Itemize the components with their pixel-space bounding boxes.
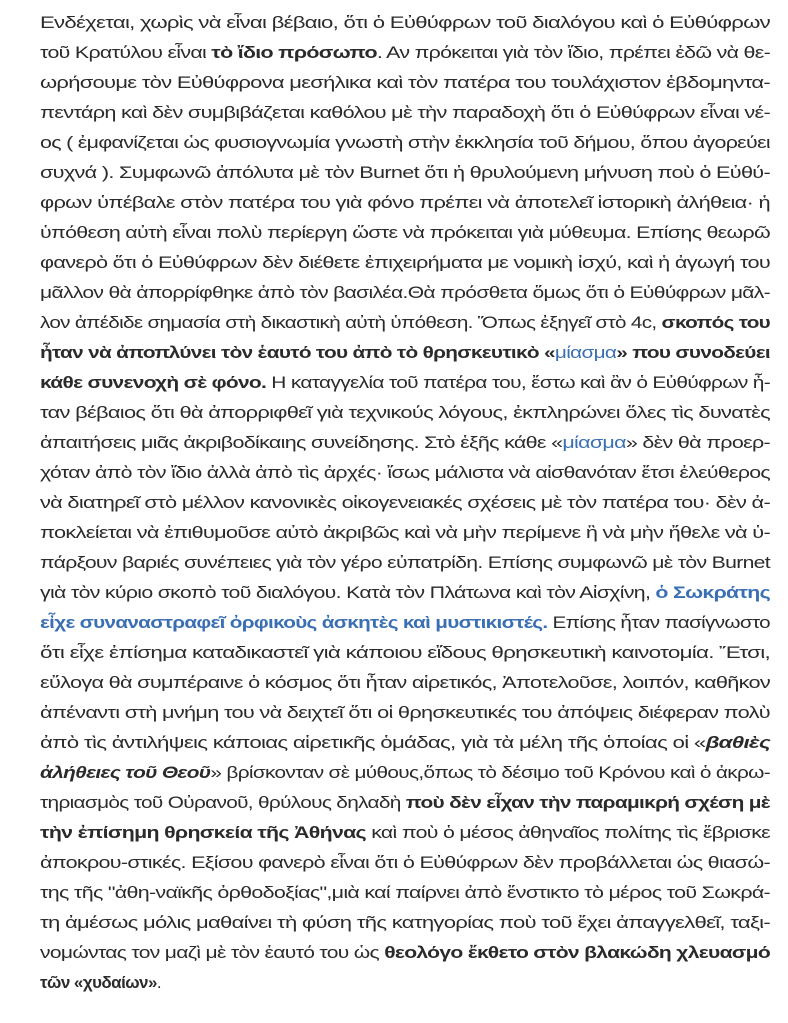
text-run: Ενδέχεται, χωρὶς νὰ εἶναι βέβαιο, ὅτι ὁ Εὐθύφρων τοῦ διαλόγου καὶ ὁ Εὐθύφρων (40, 13, 770, 32)
text-line (40, 428, 770, 458)
text-line (40, 38, 770, 68)
text-run: ἀποκρου-στικές. Εξίσου φανερὸ εἶναι ὅτι ὁ Εὐθύφρων δὲν προβάλλεται ὡς θιασώ- (40, 853, 770, 872)
text-run: ος ( ἐμφανίζεται ὡς φυσιογνωμία γνωστὴ στὴν ἐκκλησία τοῦ δήμου, ὅπου ἀγορεύει (40, 133, 770, 152)
text-run: » βρίσκονταν σὲ μύθους,ὅπως τὸ δέσιμο τοῦ Κρόνου καὶ ὁ ἀκρω- (210, 763, 770, 782)
text-run: καὶ ποὺ ὁ μέσος ἀθηναῖος πολίτης τὶς ἔβρισκε (365, 823, 770, 842)
bold-text: τῶν «χυδαίων» (40, 973, 157, 992)
text-run: λον ἀπέδιδε σημασία στὴ δικαστικὴ αὐτὴ ὑπόθεση. Ὅπως ἐξηγεῖ στὸ 4c, (40, 313, 662, 332)
text-line (40, 698, 770, 728)
text-line (40, 578, 770, 608)
text-run: ωρήσουμε τὸν Εὐθύφρονα μεσήλικα καὶ τὸν πατέρα του τουλάχιστον ἑβδομηντα- (40, 73, 770, 92)
text-line (40, 488, 770, 518)
text-line (40, 638, 770, 668)
text-run: Επίσης ἦταν πασίγνωστο (547, 613, 770, 632)
document-page (40, 8, 770, 998)
text-run: ὑπόθεση αὐτὴ εἶναι πολὺ περίεργη ὥστε νὰ πρόκειται γιὰ μύθευμα. Επίσης θεωρῶ (40, 223, 770, 242)
text-line (40, 338, 770, 368)
text-line (40, 278, 770, 308)
text-line (40, 368, 770, 398)
text-line (40, 758, 770, 788)
text-line (40, 968, 770, 998)
bold-text: τὸ ἴδιο πρόσωπο (211, 43, 377, 62)
text-line (40, 458, 770, 488)
text-line (40, 398, 770, 428)
text-run: τη ἀμέσως μόλις μαθαίνει τὴ φύση τῆς κατηγορίας ποὺ τοῦ ἔχει ἀπαγγελθεῖ, ταξι- (40, 913, 770, 932)
text-line (40, 128, 770, 158)
text-run: ἀπαιτήσεις μιᾶς ἀκριβοδίκαιης συνείδησης. Στὸ ἑξῆς κάθε « (40, 433, 563, 452)
text-line (40, 818, 770, 848)
bold-text: » που συνοδεύει (616, 343, 771, 362)
text-run: πεντάρη καὶ δὲν συμβιβάζεται καθόλου μὲ τὴν παραδοχὴ ὅτι ὁ Εὐθύφρων εἶναι νέ- (40, 103, 770, 122)
text-run: τοῦ Κρατύλου εἶναι (40, 43, 212, 62)
text-line (40, 548, 770, 578)
text-line (40, 908, 770, 938)
text-line (40, 68, 770, 98)
text-run: της τῆς "ἀθη-ναϊκῆς ὀρθοδοξίας",μιὰ καί παίρνει ἀπὸ ἔνστικτο τὸ μέρος τοῦ Σωκρά- (40, 883, 771, 902)
text-run: χόταν ἀπὸ τὸν ἴδιο ἀλλὰ ἀπὸ τὶς ἀρχές· ἴσως μάλιστα νὰ αἰσθανόταν ἔτσι ἐλεύθερος (40, 463, 770, 482)
text-run: γιὰ τὸν κύριο σκοπὸ τοῦ διαλόγου. Κατὰ τὸν Πλάτωνα καὶ τὸν Αἰσχίνη, (40, 583, 656, 602)
text-run: φρων ὑπέβαλε στὸν πατέρα του γιὰ φόνο πρέπει νὰ ἀποτελεῖ ἱστορικὴ ἀλήθεια· ἡ (40, 193, 770, 212)
text-line (40, 518, 770, 548)
text-line (40, 788, 770, 818)
bold-text: τὴν ἐπίσημη θρησκεία τῆς Ἀθήνας (40, 823, 366, 842)
text-run: νὰ διατηρεῖ στὸ μέλλον κανονικὲς οἰκογενειακές σχέσεις μὲ τὸν πατέρα του· δὲν ἀ- (40, 493, 770, 512)
text-line (40, 668, 770, 698)
text-run: ποκλείεται νὰ ἐπιθυμοῦσε αὐτὸ ἀκριβῶς καὶ νὰ μὴν περίμενε ἢ νὰ μὴν ἤθελε νὰ ὑ- (40, 523, 770, 542)
bold-text: θεολόγο ἔκθετο στὸν βλακώδη χλευασμό (384, 943, 770, 962)
text-run: Η καταγγελία τοῦ πατέρα του, ἔστω καὶ ἂν ὁ Εὐθύφρων ἦ- (266, 373, 770, 392)
text-run: » δὲν θὰ προερ- (625, 433, 770, 452)
text-line (40, 8, 770, 38)
text-run: ἀπὸ τὶς ἀντιλήψεις κάποιας αἱρετικῆς ὁμάδας, γιὰ τὰ μέλη τῆς ὁποίας οἱ « (40, 733, 706, 752)
text-run: εὔλογα θὰ συμπέραινε ὁ κόσμος ὅτι ἦταν αἱρετικός, Ἀποτελοῦσε, λοιπόν, καθῆκον (40, 673, 770, 692)
text-line (40, 218, 770, 248)
highlighted-term: μίασμα (562, 433, 626, 452)
text-line (40, 878, 770, 908)
text-run: . Αν πρόκειται γιὰ τὸν ἴδιο, πρέπει ἐδῶ νὰ θε- (376, 43, 770, 62)
bold-italic-text: βαθιὲς (705, 733, 770, 752)
text-line (40, 188, 770, 218)
text-run: τηριασμὸς τοῦ Οὐρανοῦ, θρύλους δηλαδὴ (40, 793, 406, 812)
text-run: νομώντας τον μαζὶ μὲ τὸν ἑαυτό του ὡς (40, 943, 385, 962)
text-run: συχνά ). Συμφωνῶ ἀπόλυτα μὲ τὸν Burnet ὅτι ἡ θρυλούμενη μήνυση ποὺ ὁ Εὐθύ- (40, 163, 770, 182)
bold-text: ποὺ δὲν εἶχαν τὴν παραμικρή σχέση μὲ (405, 793, 770, 812)
text-line (40, 608, 770, 638)
text-run: πάρξουν βαριές συνέπειες γιὰ τὸν γέρο εὐπατρίδη. Επίσης συμφωνῶ μὲ τὸν Burnet (40, 553, 770, 572)
highlighted-phrase: εἶχε συναναστραφεῖ ὀρφικοὺς ἀσκητὲς καὶ μυστικιστές. (40, 613, 548, 632)
text-line (40, 938, 770, 968)
text-run: ταν βέβαιος ὅτι θὰ ἀπορριφθεῖ γιὰ τεχνικούς λόγους, ἐκπληρώνει ὅλες τὶς δυνατὲς (40, 403, 770, 422)
text-run: φανερὸ ὅτι ὁ Εὐθύφρων δὲν διέθετε ἐπιχειρήματα με νομικὴ ἰσχύ, καὶ ἡ ἀγωγή του (40, 253, 770, 272)
bold-text: σκοπός του (661, 313, 771, 332)
bold-text: ἦταν νὰ ἀποπλύνει τὸν ἑαυτό του ἀπὸ τὸ θρησκευτικὸ « (40, 343, 555, 362)
text-line (40, 158, 770, 188)
text-run: . (156, 973, 162, 992)
highlighted-term: μίασμα (554, 343, 617, 362)
bold-text: κάθε συνενοχὴ σὲ φόνο. (40, 373, 267, 392)
text-run: ἀπέναντι στὴ μνήμη του νὰ δειχτεῖ ὅτι οἱ θρησκευτικές του ἀπόψεις διέφεραν πολὺ (40, 703, 770, 722)
text-run: μᾶλλον θὰ ἀπορρίφθηκε ἀπὸ τὸν βασιλέα.Θὰ πρόσθετα ὅμως ὅτι ὁ Εὐθύφρων μᾶλ- (40, 283, 770, 302)
text-line (40, 308, 770, 338)
bold-italic-text: ἀλήθειες τοῦ Θεοῦ (40, 763, 211, 782)
text-run: ὅτι εἶχε ἐπίσημα καταδικαστεῖ γιὰ κάποιου εἴδους θρησκευτικὴ καινοτομία. Ἔτσι, (40, 643, 770, 662)
text-line (40, 98, 770, 128)
text-line (40, 728, 770, 758)
text-line (40, 848, 770, 878)
text-line (40, 248, 770, 278)
highlighted-phrase: ὁ Σωκράτης (655, 583, 770, 602)
